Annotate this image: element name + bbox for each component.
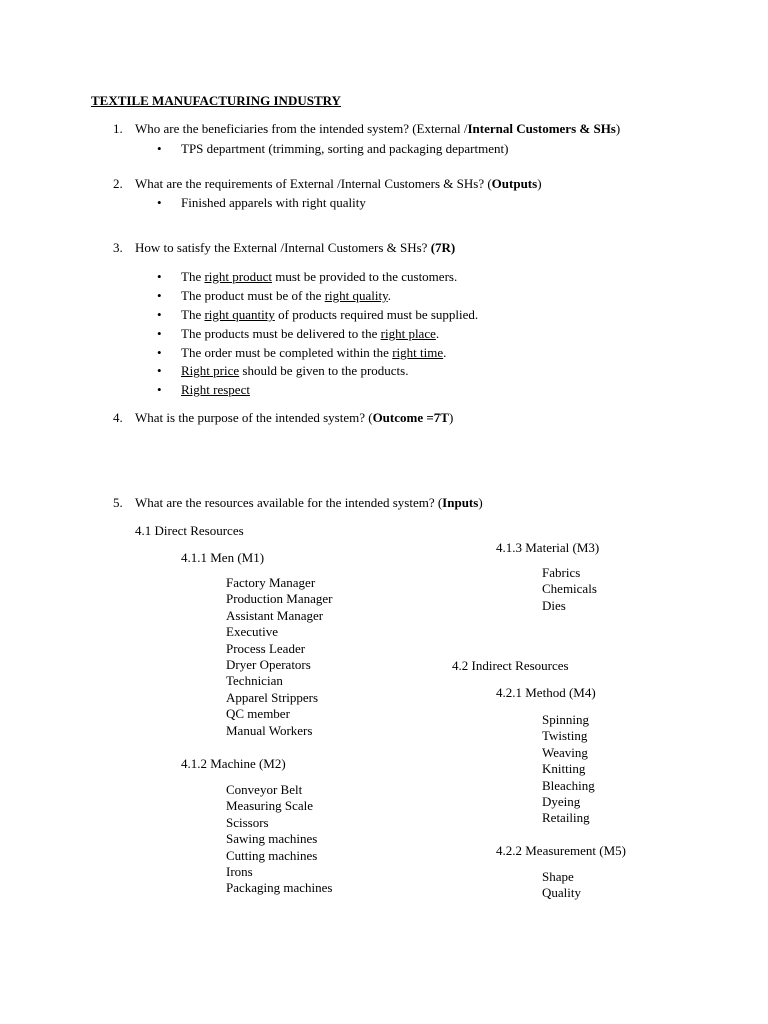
- list-item: Executive: [226, 624, 278, 640]
- list-item: Bleaching: [542, 777, 595, 793]
- method-list: [542, 712, 595, 827]
- question-4-close: ): [448, 410, 454, 425]
- list-item: Quality: [542, 885, 581, 901]
- question-2-bullet: • Finished apparels with right quality: [181, 195, 366, 211]
- list-item: Packaging machines: [226, 880, 333, 896]
- material-heading: 4.1.3 Material (M3): [496, 540, 600, 555]
- page-title: TEXTILE MANUFACTURING INDUSTRY: [91, 93, 341, 108]
- direct-resources-heading: 4.1 Direct Resources: [135, 523, 244, 538]
- list-item: Fabrics: [542, 565, 581, 580]
- question-5-number: 5.: [113, 495, 123, 510]
- question-3-bullet: • Right price should be given to the products.: [181, 363, 408, 379]
- question-1-bullet: • TPS department (trimming, sorting and packaging department): [181, 141, 508, 157]
- question-3-bullet: • The order must be completed within the right time.: [181, 345, 446, 361]
- question-2-number: 2.: [113, 176, 123, 191]
- question-3-bullet: • The right product must be provided to the customers.: [181, 269, 457, 285]
- list-item: Scissors: [226, 814, 269, 830]
- question-3-text: How to satisfy the External /Internal Customers & SHs?: [135, 240, 431, 255]
- question-5: [135, 495, 483, 511]
- indirect-resources-heading: 4.2 Indirect Resources: [452, 658, 569, 673]
- list-item: Weaving: [542, 744, 588, 760]
- men-list: [226, 575, 333, 739]
- list-item: Measuring Scale: [226, 798, 314, 814]
- list-item: Production Manager: [226, 591, 333, 607]
- question-1-bold: Internal Customers & SHs: [467, 121, 616, 136]
- list-item: Cutting machines: [226, 847, 318, 863]
- question-3-bullet: • The products must be delivered to the right place.: [181, 326, 439, 342]
- question-5-bold: Inputs: [442, 495, 479, 510]
- measurement-list: [542, 869, 581, 902]
- list-item: Retailing: [542, 810, 590, 826]
- question-2-text: What are the requirements of External /Internal Customers & SHs? (: [135, 176, 492, 191]
- question-3-bullet: • The right quantity of products required must be supplied.: [181, 307, 478, 323]
- list-item: Factory Manager: [226, 575, 316, 590]
- question-4-bold: Outcome =7T: [372, 410, 449, 425]
- list-item: Apparel Strippers: [226, 689, 319, 705]
- question-1-text: Who are the beneficiaries from the intended system? (External /: [135, 121, 468, 136]
- question-3-bullet: • Right respect: [181, 382, 250, 398]
- list-item: Assistant Manager: [226, 607, 324, 623]
- question-4-text: What is the purpose of the intended system? (: [135, 410, 373, 425]
- question-3-bold: (7R): [430, 240, 456, 255]
- list-item: Irons: [226, 863, 253, 879]
- method-heading: 4.2.1 Method (M4): [496, 685, 596, 700]
- question-5-text: What are the resources available for the intended system? (: [135, 495, 443, 510]
- question-1: [135, 121, 620, 137]
- list-item: Sawing machines: [226, 831, 318, 847]
- question-2-close: ): [537, 176, 542, 191]
- question-3-bullet: • The product must be of the right quality.: [181, 288, 391, 304]
- machine-list: [226, 782, 333, 897]
- measurement-heading: 4.2.2 Measurement (M5): [496, 843, 626, 858]
- list-item: Twisting: [542, 728, 588, 744]
- list-item: QC member: [226, 706, 290, 722]
- question-1-number: 1.: [113, 121, 123, 136]
- list-item: Chemicals: [542, 581, 597, 597]
- list-item: Dyeing: [542, 793, 581, 809]
- question-3-number: 3.: [113, 240, 123, 255]
- question-2: [135, 176, 542, 192]
- question-5-close: ): [478, 495, 483, 510]
- list-item: Knitting: [542, 761, 586, 777]
- question-4-number: 4.: [113, 410, 123, 425]
- list-item: Technician: [226, 673, 283, 689]
- list-item: Process Leader: [226, 640, 306, 656]
- question-3: [135, 240, 455, 256]
- question-2-bold: Outputs: [491, 176, 538, 191]
- material-list: [542, 565, 597, 614]
- machine-heading: 4.1.2 Machine (M2): [181, 756, 286, 771]
- list-item: Shape: [542, 869, 574, 884]
- list-item: Conveyor Belt: [226, 782, 303, 797]
- list-item: Dryer Operators: [226, 656, 311, 672]
- list-item: Dies: [542, 597, 566, 613]
- question-1-close: ): [615, 121, 621, 136]
- list-item: Manual Workers: [226, 722, 313, 738]
- list-item: Spinning: [542, 712, 589, 727]
- question-4: [135, 410, 453, 426]
- men-heading: 4.1.1 Men (M1): [181, 550, 265, 565]
